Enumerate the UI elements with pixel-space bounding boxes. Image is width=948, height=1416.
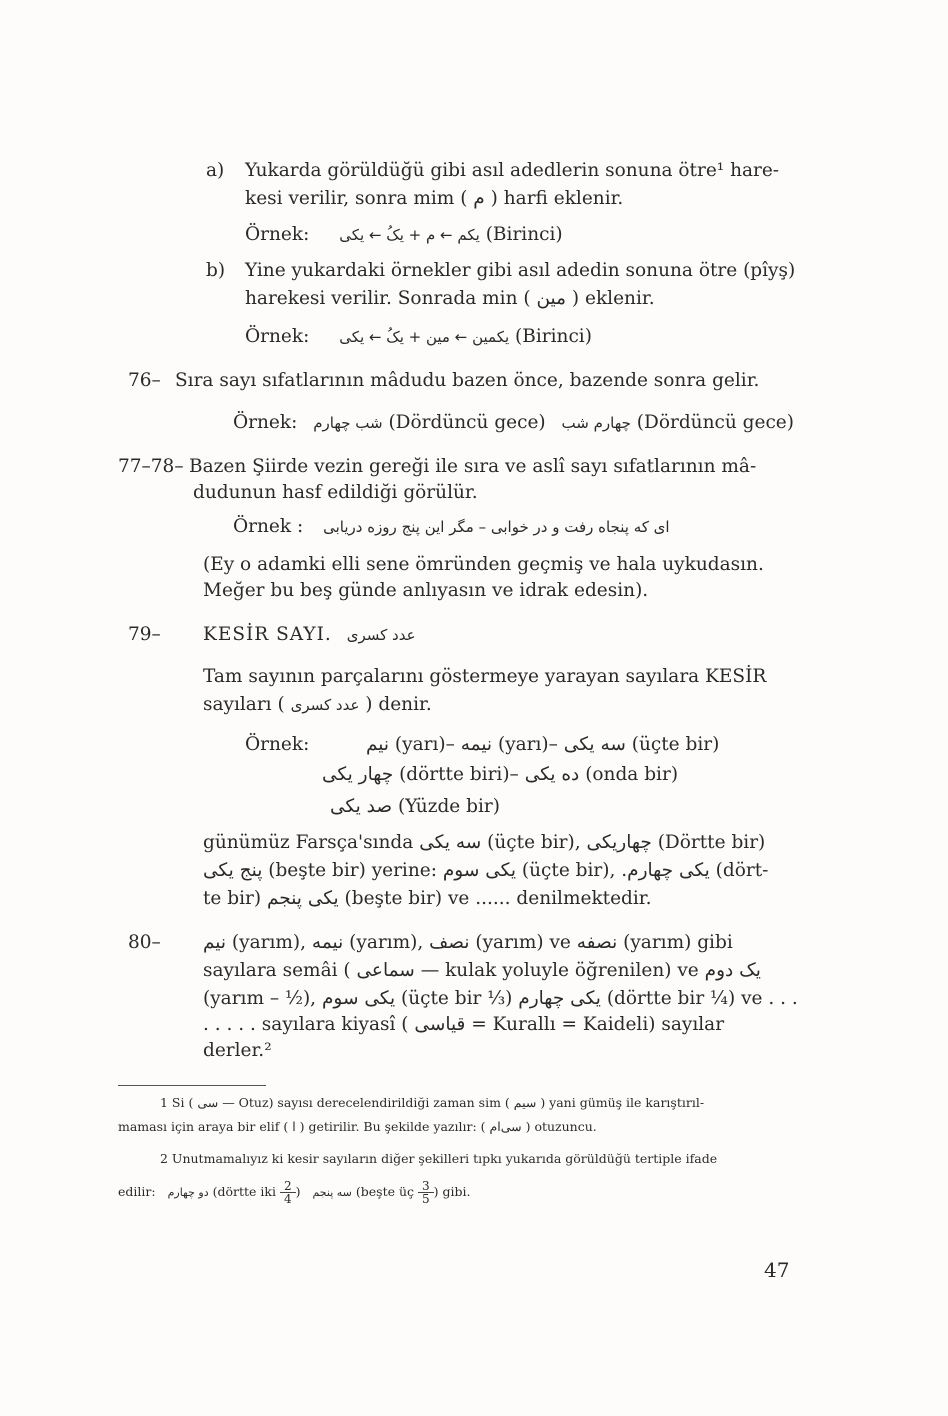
section-80-line-5: derler.² <box>203 1040 272 1061</box>
section-79-paragraph-line-3: te bir) یکی پنجم (beşte bir) ve ...... denilmektedir. <box>203 888 652 909</box>
example-arabic-1: شب چهارم <box>313 414 383 432</box>
section-76-line-1: Sıra sayı sıfatlarının mâdudu bazen önce, bazende sonra gelir. <box>175 370 760 391</box>
section-79-example-label: Örnek: <box>245 734 310 755</box>
footnote-arabic-1: دو چهارم <box>167 1186 209 1199</box>
example-label: Örnek: <box>233 412 298 433</box>
fraction-denominator: 5 <box>418 1192 434 1205</box>
example-label: Örnek : <box>233 516 304 537</box>
heading-arabic: عدد کسری <box>346 626 416 644</box>
fraction-three-fifths <box>418 1180 434 1205</box>
section-77-78-line-2: dudunun hasf edildiği görülür. <box>193 482 478 503</box>
example-label: Örnek: <box>245 326 310 347</box>
page-number: 47 <box>764 1258 790 1282</box>
section-b-line-2: harekesi verilir. Sonrada min ( مین ) eklenir. <box>245 288 655 309</box>
section-80-line-3: (yarım – ½), یکی سوم (üçte bir ⅓) یکی چهارم (dörtte bir ¼) ve . . . <box>203 988 798 1009</box>
fraction-numerator: 3 <box>422 1179 430 1193</box>
section-a-line-1: Yukarda görüldüğü gibi asıl adedlerin sonuna ötre¹ hare- <box>245 160 780 181</box>
section-79-example-row-1: نیم (yarı)– نیمه (yarı)– سه یکی (üçte bir) <box>366 734 720 755</box>
section-79-heading <box>203 622 416 648</box>
footnote-2-line-2: edilir: دو چهارم (dörtte iki $\frac{2}{4}$ ) سه پنجم (beşte üç $\frac{3}{5}$ ) gibi. <box>118 1179 471 1206</box>
section-79-example-row-2: چهار یکی (dörtte biri)– ده یکی (onda bir) <box>322 764 679 785</box>
section-79-line-1: Tam sayının parçalarını göstermeye yarayan sayılara KESİR <box>203 666 767 687</box>
section-80-number: 80– <box>128 932 161 953</box>
section-77-78-line-1: Bazen Şiirde vezin gereği ile sıra ve aslî sayı sıfatlarının mâ- <box>189 456 757 477</box>
example-arabic-verse: ای که پنجاه رفت و در خوابی – مگر این پنج روزه دریابی <box>323 518 670 536</box>
section-b-marker: b) <box>206 260 226 281</box>
line-text-end: ) denir. <box>365 694 432 715</box>
example-arabic: یکمین ← مین + یکُ ← یکی <box>339 328 510 346</box>
section-77-78-number: 77–78– <box>118 456 184 477</box>
section-77-78-translation-2: Meğer bu beş günde anlıyasın ve idrak edesin). <box>203 580 649 601</box>
footnote-translation-2: (beşte üç <box>355 1184 415 1199</box>
section-76-number: 76– <box>128 370 161 391</box>
section-80-line-1: نیم (yarım), نیمه (yarım), نصف (yarım) ve نصفه (yarım) gibi <box>203 932 733 953</box>
example-arabic-2: چهارم شب <box>561 414 631 432</box>
section-77-78-example <box>233 514 670 540</box>
section-79-paragraph-line-1: günümüz Farsça'sında سه یکی (üçte bir), چهاریکی (Dörtte bir) <box>203 832 766 853</box>
section-76-example <box>233 410 794 436</box>
line-arabic: عدد کسری <box>290 696 360 714</box>
example-label: Örnek: <box>245 224 310 245</box>
section-79-example-row-3: صد یکی (Yüzde bir) <box>330 796 500 817</box>
section-b-example <box>245 324 592 350</box>
section-a-example <box>245 222 563 248</box>
footnote-1-line-2: maması için araya bir elif ( ا ) getirilir. Bu şekilde yazılır: ( سی‌ام ) otuzuncu. <box>118 1119 597 1134</box>
section-79-number: 79– <box>128 624 161 645</box>
section-b-line-1: Yine yukardaki örnekler gibi asıl adedin sonuna ötre (pîyş) <box>245 260 796 281</box>
line-text-start: sayıları ( <box>203 694 285 715</box>
example-arabic: یکم ← م + یکُ ← یکی <box>339 226 480 244</box>
fraction-denominator: 4 <box>280 1192 296 1205</box>
fraction-two-fourths <box>280 1180 296 1205</box>
section-a-line-2: kesi verilir, sonra mim ( م ) harfi eklenir. <box>245 188 624 209</box>
section-77-78-translation-1: (Ey o adamki elli sene ömründen geçmiş ve hala uykudasın. <box>203 554 764 575</box>
footnote-divider <box>118 1085 266 1086</box>
example-translation-1: (Dördüncü gece) <box>388 412 546 433</box>
section-80-line-4: . . . . . sayılara kiyasî ( قیاسی = Kurallı = Kaideli) sayılar <box>203 1014 725 1035</box>
example-translation: (Birinci) <box>515 326 592 347</box>
footnote-arabic-2: سه پنجم <box>312 1186 352 1199</box>
section-79-line-2 <box>203 692 432 718</box>
footnote-1-line-1: 1 Si ( سی — Otuz) sayısı derecelendirildiği zaman sim ( سیم ) yani gümüş ile karıştırıl- <box>160 1095 705 1110</box>
section-79-paragraph-line-2: پنج یکی (beşte bir) yerine: یکی سوم (üçte bir), .یکی چهارم (dört- <box>203 860 769 881</box>
heading-text: KESİR SAYI. <box>203 624 332 645</box>
example-translation-2: (Dördüncü gece) <box>636 412 794 433</box>
section-a-marker: a) <box>206 160 225 181</box>
footnote-edilir: edilir: <box>118 1184 156 1199</box>
fraction-numerator: 2 <box>283 1179 292 1193</box>
section-80-line-2: sayılara semâi ( سماعی — kulak yoluyle öğrenilen) ve یک دوم <box>203 960 761 981</box>
example-translation: (Birinci) <box>485 224 563 245</box>
footnote-end: gibi. <box>442 1184 471 1199</box>
footnote-translation-1: (dörtte iki <box>212 1184 276 1199</box>
footnote-2-line-1: 2 Unutmamalıyız ki kesir sayıların diğer şekilleri tıpkı yukarıda görüldüğü tertiple ifade <box>160 1151 718 1166</box>
